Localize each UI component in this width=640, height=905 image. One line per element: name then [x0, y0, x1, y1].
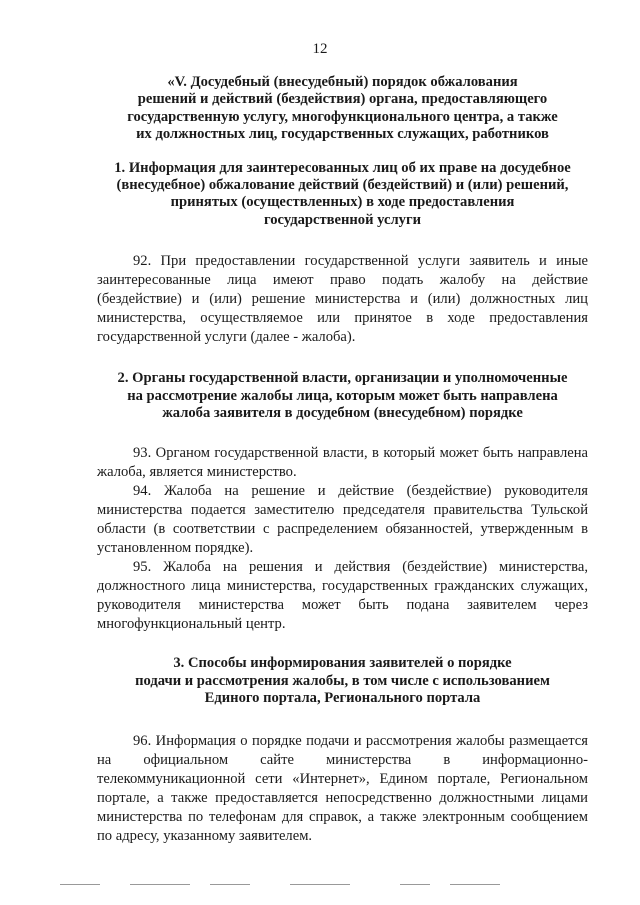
paragraph-line: области (в соответствии с распределением обязанностей, утвержденным в	[97, 521, 588, 538]
scan-artifact	[400, 884, 430, 885]
paragraph-94	[97, 482, 588, 558]
paragraph-96	[97, 732, 588, 846]
paragraph-line: по адресу, указанному заявителем.	[97, 827, 313, 844]
scan-artifact	[210, 884, 250, 885]
paragraph-line: портале, а также предоставляется непосредственно должностными лицами	[97, 789, 588, 806]
section-1-heading	[97, 160, 588, 230]
section-heading-line: (внесудебное) обжалование действий (бездействий) и (или) решений,	[116, 177, 569, 194]
section-heading-line: жалоба заявителя в досудебном (внесудебном) порядке	[162, 405, 523, 422]
scan-artifact-strip	[60, 884, 580, 888]
scan-artifact	[290, 884, 350, 885]
section-heading-line: 1. Информация для заинтересованных лиц об их праве на досудебное	[114, 159, 571, 176]
paragraph-line: жалоба, является министерство.	[97, 464, 297, 481]
scan-artifact	[60, 884, 100, 885]
chapter-title-line: решений и действий (бездействия) органа, предоставляющего	[137, 91, 548, 108]
paragraph-93	[97, 444, 588, 482]
section-3-heading	[97, 655, 588, 707]
paragraph-line: 96. Информация о порядке подачи и рассмотрения жалобы размещается	[133, 732, 588, 749]
paragraph-line: министерства по телефонам для справок, а также электронным сообщением	[97, 808, 588, 825]
chapter-title	[97, 74, 588, 144]
paragraph-92	[97, 252, 588, 347]
section-2-heading	[97, 370, 588, 422]
paragraph-line: руководителя министерства может быть подана заявителем через	[97, 597, 588, 614]
paragraph-line: (бездействие) и (или) решение министерства и (или) должностных лиц	[97, 291, 588, 308]
page-number: 12	[312, 41, 328, 57]
paragraph-line: 94. Жалоба на решение и действие (бездействие) руководителя	[133, 483, 588, 500]
section-heading-line: Единого портала, Регионального портала	[204, 690, 481, 707]
paragraph-line: многофункциональный центр.	[97, 616, 286, 633]
section-heading-line: принятых (осуществленных) в ходе предоставления	[170, 194, 515, 211]
paragraph-line: 93. Органом государственной власти, в который может быть направлена	[133, 445, 588, 462]
section-heading-line: государственной услуги	[263, 211, 422, 228]
scan-artifact	[130, 884, 190, 885]
section-heading-line: 3. Способы информирования заявителей о порядке	[173, 655, 512, 672]
chapter-title-line: их должностных лиц, государственных служащих, работников	[136, 126, 549, 143]
paragraph-line: 92. При предоставлении государственной услуги заявитель и иные	[133, 253, 588, 270]
paragraph-line: 95. Жалоба на решения и действия (бездействие) министерства,	[133, 559, 588, 576]
scan-artifact	[450, 884, 500, 885]
paragraph-95	[97, 558, 588, 634]
chapter-title-line: государственную услугу, многофункционального центра, а также	[127, 108, 558, 125]
paragraph-line: государственной услуги (далее - жалоба).	[97, 329, 356, 346]
paragraph-line: должностного лица министерства, государственных гражданских служащих,	[97, 578, 588, 595]
paragraph-line: министерства подается заместителю председателя правительства Тульской	[97, 502, 588, 519]
paragraph-line: министерства, осуществляемое или принятое в ходе предоставления	[97, 310, 588, 327]
paragraph-line: на официальном сайте министерства в информационно-	[97, 751, 588, 768]
section-heading-line: 2. Органы государственной власти, организации и уполномоченные	[117, 370, 568, 387]
document-body	[97, 74, 588, 846]
chapter-title-line: «V. Досудебный (внесудебный) порядок обжалования	[167, 74, 518, 90]
paragraph-line: установленном порядке).	[97, 540, 254, 557]
paragraph-line: заинтересованные лица имеют право подать жалобу на действие	[97, 272, 588, 289]
section-heading-line: подачи и рассмотрения жалобы, в том числе с использованием	[135, 672, 550, 689]
paragraph-line: телекоммуникационной сети «Интернет», Едином портале, Региональном	[97, 770, 588, 787]
section-heading-line: на рассмотрение жалобы лица, которым может быть направлена	[127, 387, 558, 404]
